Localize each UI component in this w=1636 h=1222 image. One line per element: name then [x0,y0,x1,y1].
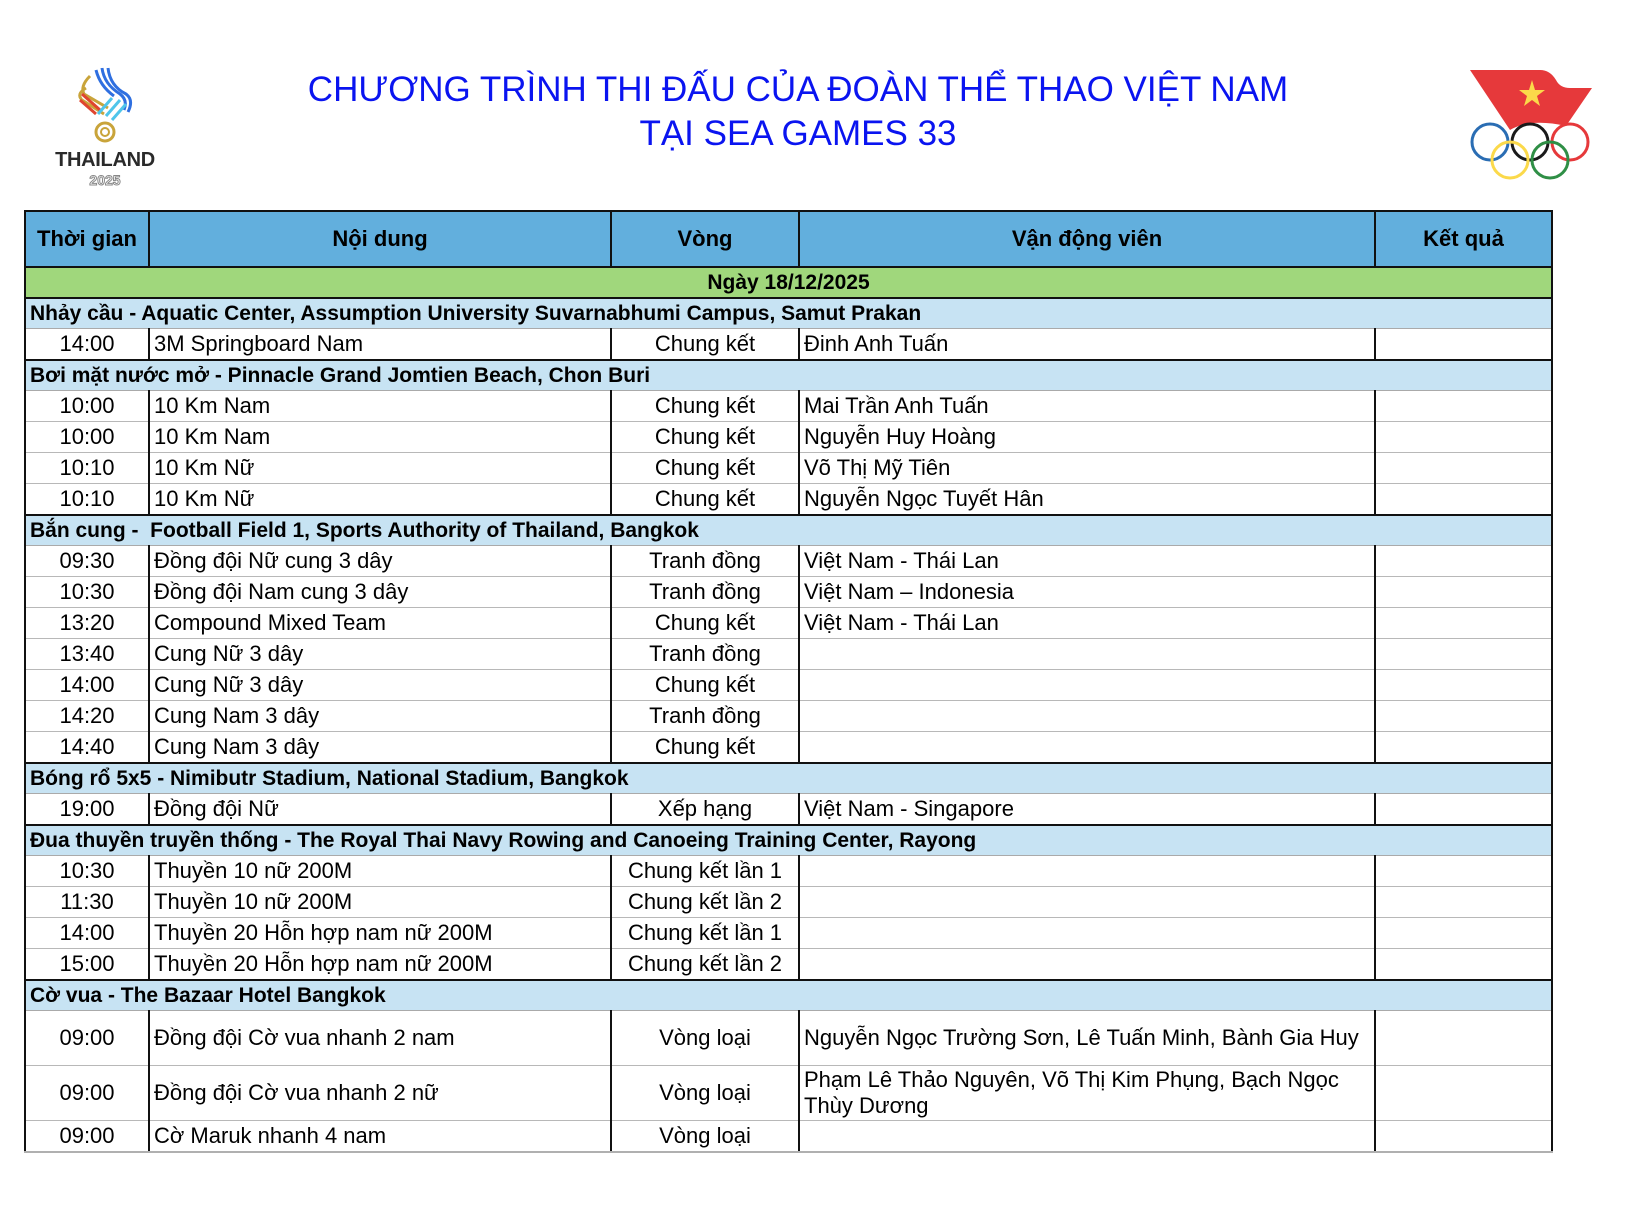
logo-year: 2025 [89,172,121,188]
cell-result [1375,1011,1552,1066]
cell-round: Vòng loại [611,1011,799,1066]
cell-time: 14:00 [25,329,149,361]
section-title: Bóng rổ 5x5 - Nimibutr Stadium, National Stadium, Bangkok [25,763,1552,794]
cell-round: Tranh đồng [611,701,799,732]
cell-time: 10:00 [25,391,149,422]
cell-event: Compound Mixed Team [149,608,611,639]
cell-result [1375,794,1552,826]
vietnam-olympic-logo [1470,68,1594,182]
cell-event: 10 Km Nam [149,391,611,422]
cell-round: Tranh đồng [611,639,799,670]
cell-round: Chung kết [611,608,799,639]
cell-time: 10:30 [25,856,149,887]
table-header-row [25,211,1552,267]
table-row [25,887,1552,918]
cell-round: Chung kết lần 2 [611,949,799,981]
cell-athletes [799,887,1375,918]
cell-round: Chung kết lần 1 [611,918,799,949]
date-row [25,267,1552,298]
cell-result [1375,329,1552,361]
flag-olympic-rings-icon [1470,68,1594,182]
table-row [25,918,1552,949]
cell-athletes [799,670,1375,701]
cell-time: 14:00 [25,918,149,949]
cell-time: 13:20 [25,608,149,639]
section-title: Bơi mặt nước mở - Pinnacle Grand Jomtien Beach, Chon Buri [25,360,1552,391]
cell-time: 14:00 [25,670,149,701]
cell-event: 3M Springboard Nam [149,329,611,361]
cell-event: Thuyền 10 nữ 200M [149,856,611,887]
cell-event: Đồng đội Cờ vua nhanh 2 nữ [149,1066,611,1121]
header-event: Nội dung [149,211,611,267]
cell-time: 10:30 [25,577,149,608]
page-title [0,68,1636,156]
cell-time: 09:00 [25,1066,149,1121]
cell-time: 10:00 [25,422,149,453]
table-row [25,329,1552,361]
section-row [25,360,1552,391]
cell-time: 09:30 [25,546,149,577]
cell-result [1375,608,1552,639]
table-row [25,422,1552,453]
table-row [25,577,1552,608]
cell-event: Đồng đội Cờ vua nhanh 2 nam [149,1011,611,1066]
cell-round: Vòng loại [611,1066,799,1121]
cell-round: Chung kết [611,329,799,361]
cell-result [1375,701,1552,732]
table-row [25,391,1552,422]
cell-athletes: Việt Nam - Thái Lan [799,608,1375,639]
section-row [25,980,1552,1011]
cell-result [1375,639,1552,670]
title-line-2: TẠI SEA GAMES 33 [639,114,957,153]
cell-athletes [799,1121,1375,1153]
table-row [25,546,1552,577]
table-row [25,453,1552,484]
cell-round: Chung kết [611,422,799,453]
cell-athletes [799,918,1375,949]
cell-result [1375,577,1552,608]
table-row [25,1011,1552,1066]
cell-athletes [799,856,1375,887]
logo-text: THAILAND [55,149,155,171]
cell-round: Tranh đồng [611,546,799,577]
cell-event: Thuyền 20 Hỗn hợp nam nữ 200M [149,918,611,949]
title-line-1: CHƯƠNG TRÌNH THI ĐẤU CỦA ĐOÀN THỂ THAO VIỆT NAM [307,70,1289,109]
cell-round: Chung kết [611,670,799,701]
section-row [25,763,1552,794]
cell-event: Cung Nam 3 dây [149,701,611,732]
cell-event: Cung Nữ 3 dây [149,670,611,701]
cell-event: Đồng đội Nữ [149,794,611,826]
cell-result [1375,546,1552,577]
cell-athletes: Việt Nam - Thái Lan [799,546,1375,577]
cell-result [1375,484,1552,516]
cell-time: 10:10 [25,484,149,516]
header-time: Thời gian [25,211,149,267]
cell-event: Cung Nam 3 dây [149,732,611,764]
cell-event: Đồng đội Nam cung 3 dây [149,577,611,608]
cell-time: 19:00 [25,794,149,826]
section-title: Cờ vua - The Bazaar Hotel Bangkok [25,980,1552,1011]
section-row [25,298,1552,329]
table-row [25,949,1552,981]
cell-result [1375,453,1552,484]
cell-result [1375,1066,1552,1121]
header-athletes: Vận động viên [799,211,1375,267]
cell-event: Đồng đội Nữ cung 3 dây [149,546,611,577]
cell-athletes: Nguyễn Ngọc Tuyết Hân [799,484,1375,516]
cell-event: 10 Km Nữ [149,453,611,484]
cell-event: Thuyền 20 Hỗn hợp nam nữ 200M [149,949,611,981]
cell-athletes [799,701,1375,732]
date-label: Ngày 18/12/2025 [25,267,1552,298]
section-title: Đua thuyền truyền thống - The Royal Thai Navy Rowing and Canoeing Training Center, Rayong [25,825,1552,856]
cell-event: Cờ Maruk nhanh 4 nam [149,1121,611,1153]
section-row [25,825,1552,856]
cell-athletes: Việt Nam – Indonesia [799,577,1375,608]
cell-athletes [799,949,1375,981]
cell-athletes: Việt Nam - Singapore [799,794,1375,826]
cell-round: Chung kết lần 2 [611,887,799,918]
cell-result [1375,887,1552,918]
table-row [25,484,1552,516]
section-title: Nhảy cầu - Aquatic Center, Assumption University Suvarnabhumi Campus, Samut Prakan [25,298,1552,329]
cell-result [1375,949,1552,981]
table-row [25,1066,1552,1121]
cell-round: Chung kết [611,453,799,484]
cell-time: 09:00 [25,1011,149,1066]
cell-time: 13:40 [25,639,149,670]
cell-athletes: Võ Thị Mỹ Tiên [799,453,1375,484]
cell-athletes [799,639,1375,670]
section-row [25,515,1552,546]
header-result: Kết quả [1375,211,1552,267]
section-title: Bắn cung - Football Field 1, Sports Authority of Thailand, Bangkok [25,515,1552,546]
cell-round: Vòng loại [611,1121,799,1153]
cell-athletes: Mai Trần Anh Tuấn [799,391,1375,422]
cell-athletes: Nguyễn Ngọc Trường Sơn, Lê Tuấn Minh, Bành Gia Huy [799,1011,1375,1066]
cell-round: Tranh đồng [611,577,799,608]
table-row [25,701,1552,732]
cell-time: 14:40 [25,732,149,764]
cell-time: 14:20 [25,701,149,732]
cell-round: Chung kết lần 1 [611,856,799,887]
table-row [25,608,1552,639]
cell-time: 09:00 [25,1121,149,1153]
cell-time: 10:10 [25,453,149,484]
cell-round: Chung kết [611,732,799,764]
cell-result [1375,918,1552,949]
cell-round: Xếp hạng [611,794,799,826]
cell-athletes: Đinh Anh Tuấn [799,329,1375,361]
cell-event: 10 Km Nam [149,422,611,453]
cell-round: Chung kết [611,391,799,422]
cell-round: Chung kết [611,484,799,516]
header-round: Vòng [611,211,799,267]
cell-result [1375,670,1552,701]
table-row [25,1121,1552,1153]
table-row [25,794,1552,826]
cell-athletes: Nguyễn Huy Hoàng [799,422,1375,453]
table-row [25,639,1552,670]
schedule-table [24,210,1553,1153]
cell-result [1375,1121,1552,1153]
cell-event: Thuyền 10 nữ 200M [149,887,611,918]
cell-time: 11:30 [25,887,149,918]
table-row [25,856,1552,887]
cell-athletes [799,732,1375,764]
cell-time: 15:00 [25,949,149,981]
cell-result [1375,391,1552,422]
cell-result [1375,856,1552,887]
cell-athletes: Phạm Lê Thảo Nguyên, Võ Thị Kim Phụng, Bạch Ngọc Thùy Dương [799,1066,1375,1121]
cell-result [1375,732,1552,764]
cell-event: Cung Nữ 3 dây [149,639,611,670]
table-row [25,732,1552,764]
cell-event: 10 Km Nữ [149,484,611,516]
cell-result [1375,422,1552,453]
table-row [25,670,1552,701]
